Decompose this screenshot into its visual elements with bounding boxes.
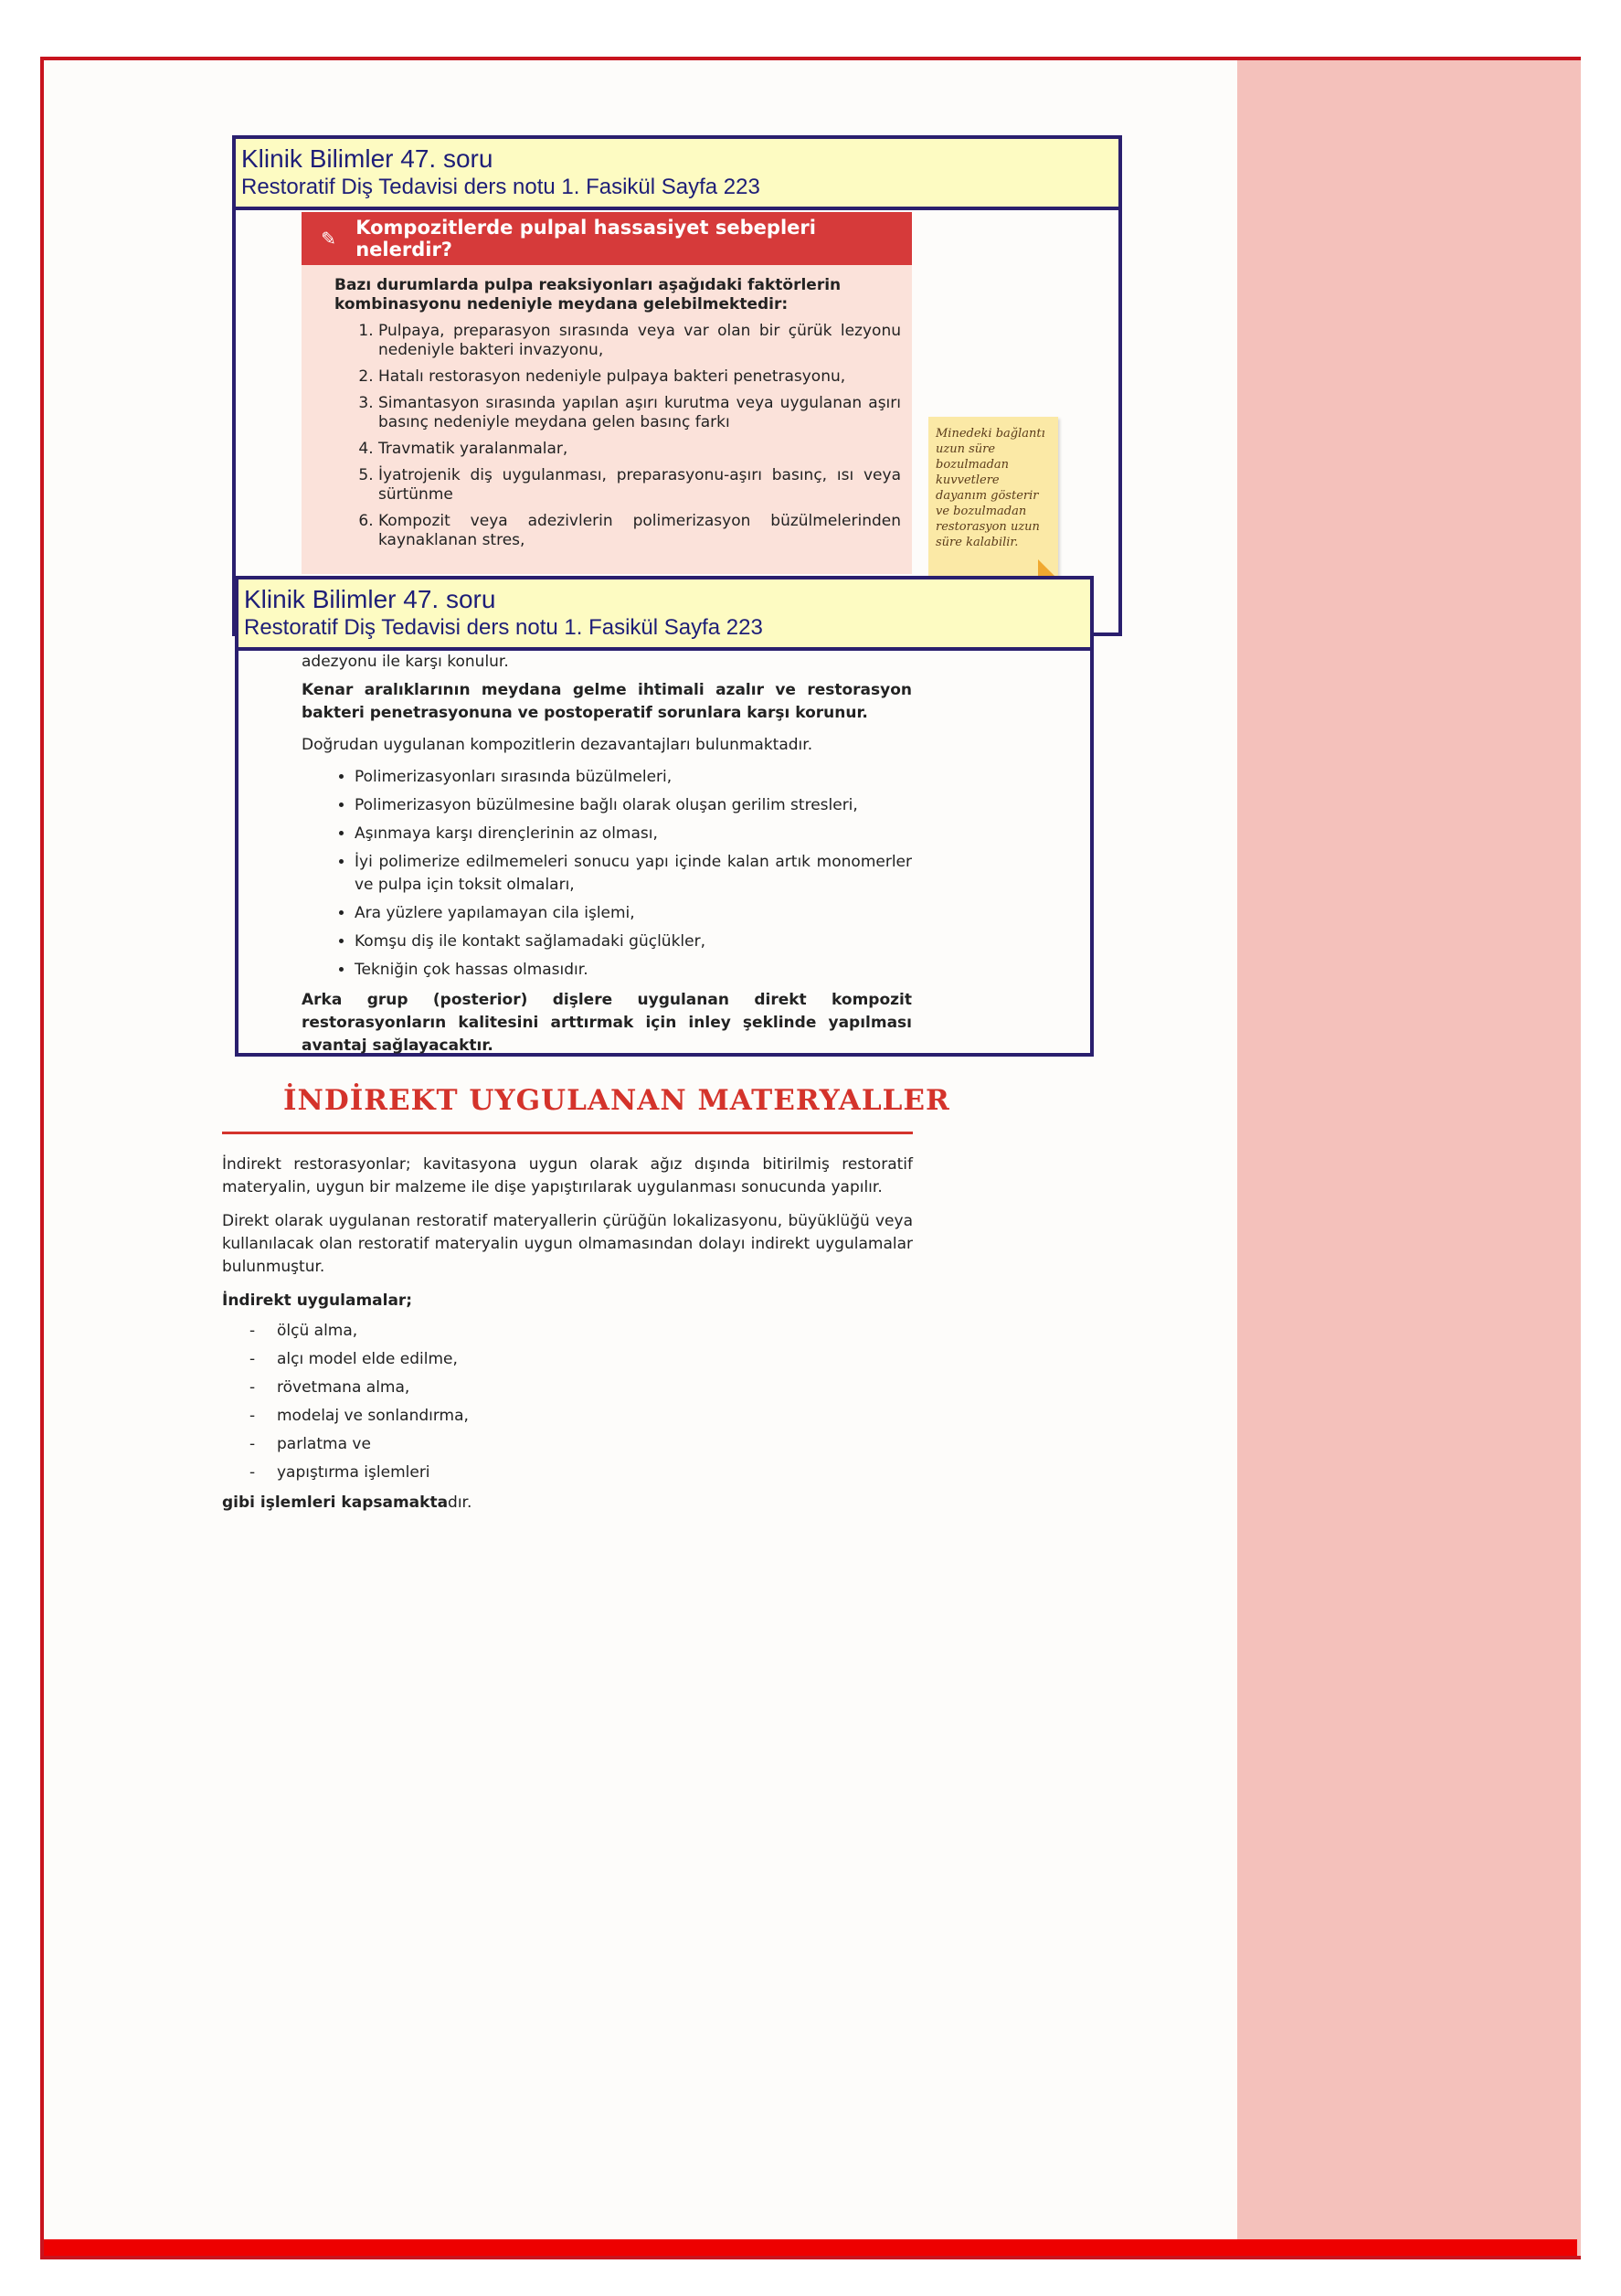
list-item: • Polimerizasyonları sırasında büzülmeleri, (355, 766, 912, 789)
annotation-source: Restoratif Diş Tedavisi ders notu 1. Fasikül Sayfa 223 (241, 175, 760, 199)
list-item: • Aşınmaya karşı dirençlerinin az olması, (355, 823, 912, 845)
list-item: • Tekniğin çok hassas olmasıdır. (355, 959, 912, 982)
direct-composite-section (302, 651, 912, 1067)
annotation-title: Klinik Bilimler 47. soru (244, 585, 496, 613)
list-item: 2. Hatalı restorasyon nedeniyle pulpaya bakteri penetrasyonu, (378, 367, 901, 387)
pulpal-box-header (302, 212, 912, 265)
closing-rest: dır. (448, 1493, 472, 1512)
closing-line (222, 1492, 913, 1515)
annotation-source: Restoratif Diş Tedavisi ders notu 1. Fasikül Sayfa 223 (244, 615, 763, 640)
cut-line: adezyonu ile karşı konulur. (302, 653, 509, 671)
disadvantages-list (302, 766, 912, 982)
pulpal-causes-list (334, 322, 901, 550)
paragraph: İndirekt restorasyonlar; kavitasyona uygun olarak ağız dışında bitirilmiş restoratif materyalin, uygun bir malzeme ile dişe yapıştırılarak uygulanması sonucunda yapılır. (222, 1155, 913, 1196)
list-item: - alçı model elde edilme, (222, 1348, 913, 1371)
list-item: - ölçü alma, (222, 1320, 913, 1343)
list-item: 6. Kompozit veya adezivlerin polimerizasyon büzülmelerinden kaynaklanan stres, (378, 512, 901, 550)
list-item: - yapıştırma işlemleri (222, 1462, 913, 1484)
annotation-mid (235, 576, 1094, 651)
closing-bold-paragraph: Arka grup (posterior) dişlere uygulanan direkt kompozit restorasyonların kalitesini arttırmak için inley şeklinde yapılması avantaj sağlayacaktır. (302, 991, 912, 1055)
right-margin-panel (1237, 60, 1581, 2256)
paragraph: Direkt olarak uygulanan restoratif materyallerin çürüğün lokalizasyonu, büyüklüğü veya kullanılacak olan restoratif materyalin uygun olmamasından dolayı indirekt uygulamalar bulunmuştur. (222, 1212, 913, 1276)
list-item: - modelaj ve sonlandırma, (222, 1405, 913, 1428)
list-title: İndirekt uygulamalar; (222, 1292, 413, 1310)
list-item: • Ara yüzlere yapılamayan cila işlemi, (355, 902, 912, 925)
indirect-section (222, 1153, 913, 1525)
section-title: İNDİREKT UYGULANAN MATERYALLER (283, 1084, 950, 1117)
disadvantages-intro: Doğrudan uygulanan kompozitlerin dezavantajları bulunmaktadır. (302, 736, 813, 754)
list-item: • Polimerizasyon büzülmesine bağlı olarak oluşan gerilim stresleri, (355, 794, 912, 817)
side-note (928, 417, 1058, 579)
side-note-text: Minedeki bağlantı uzun süre bozulmadan kuvvetlere dayanım gösterir ve bozulmadan restorasyon uzun süre kalabilir. (936, 427, 1045, 549)
list-item: • Komşu diş ile kontakt sağlamadaki güçlükler, (355, 930, 912, 953)
list-item: - parlatma ve (222, 1433, 913, 1456)
list-item: - rövetmana alma, (222, 1377, 913, 1399)
pulpal-sensitivity-box (302, 212, 912, 574)
list-item: • İyi polimerize edilmemeleri sonucu yapı içinde kalan artık monomerler ve pulpa için toksit olmaları, (355, 851, 912, 897)
pulpal-box-title: Kompozitlerde pulpal hassasiyet sebepleri nelerdir? (355, 217, 816, 260)
list-item: 3. Simantasyon sırasında yapılan aşırı kurutma veya uygulanan aşırı basınç nedeniyle meydana gelen basınç farkı (378, 394, 901, 432)
bottom-red-bar (44, 2239, 1577, 2256)
list-item: 4. Travmatik yaralanmalar, (378, 440, 901, 459)
indirect-steps-list (222, 1320, 913, 1484)
bold-paragraph: Kenar aralıklarının meydana gelme ihtimali azalır ve restorasyon bakteri penetrasyonuna ve postoperatif sorunlara karşı korunur. (302, 681, 912, 722)
annotation-top (232, 135, 1122, 210)
list-item: 1. Pulpaya, preparasyon sırasında veya var olan bir çürük lezyonu nedeniyle bakteri invazyonu, (378, 322, 901, 360)
pulpal-box-intro: Bazı durumlarda pulpa reaksiyonları aşağıdaki faktörlerin kombinasyonu nedeniyle meydana gelebilmektedir: (334, 276, 842, 314)
list-item: 5. İyatrojenik diş uygulanması, preparasyonu-aşırı basınç, ısı veya sürtünme (378, 466, 901, 505)
annotation-title: Klinik Bilimler 47. soru (241, 144, 493, 173)
tooth-icon: ✎ (321, 228, 336, 250)
section-divider (222, 1132, 913, 1134)
closing-bold: gibi işlemleri kapsamakta (222, 1493, 449, 1512)
